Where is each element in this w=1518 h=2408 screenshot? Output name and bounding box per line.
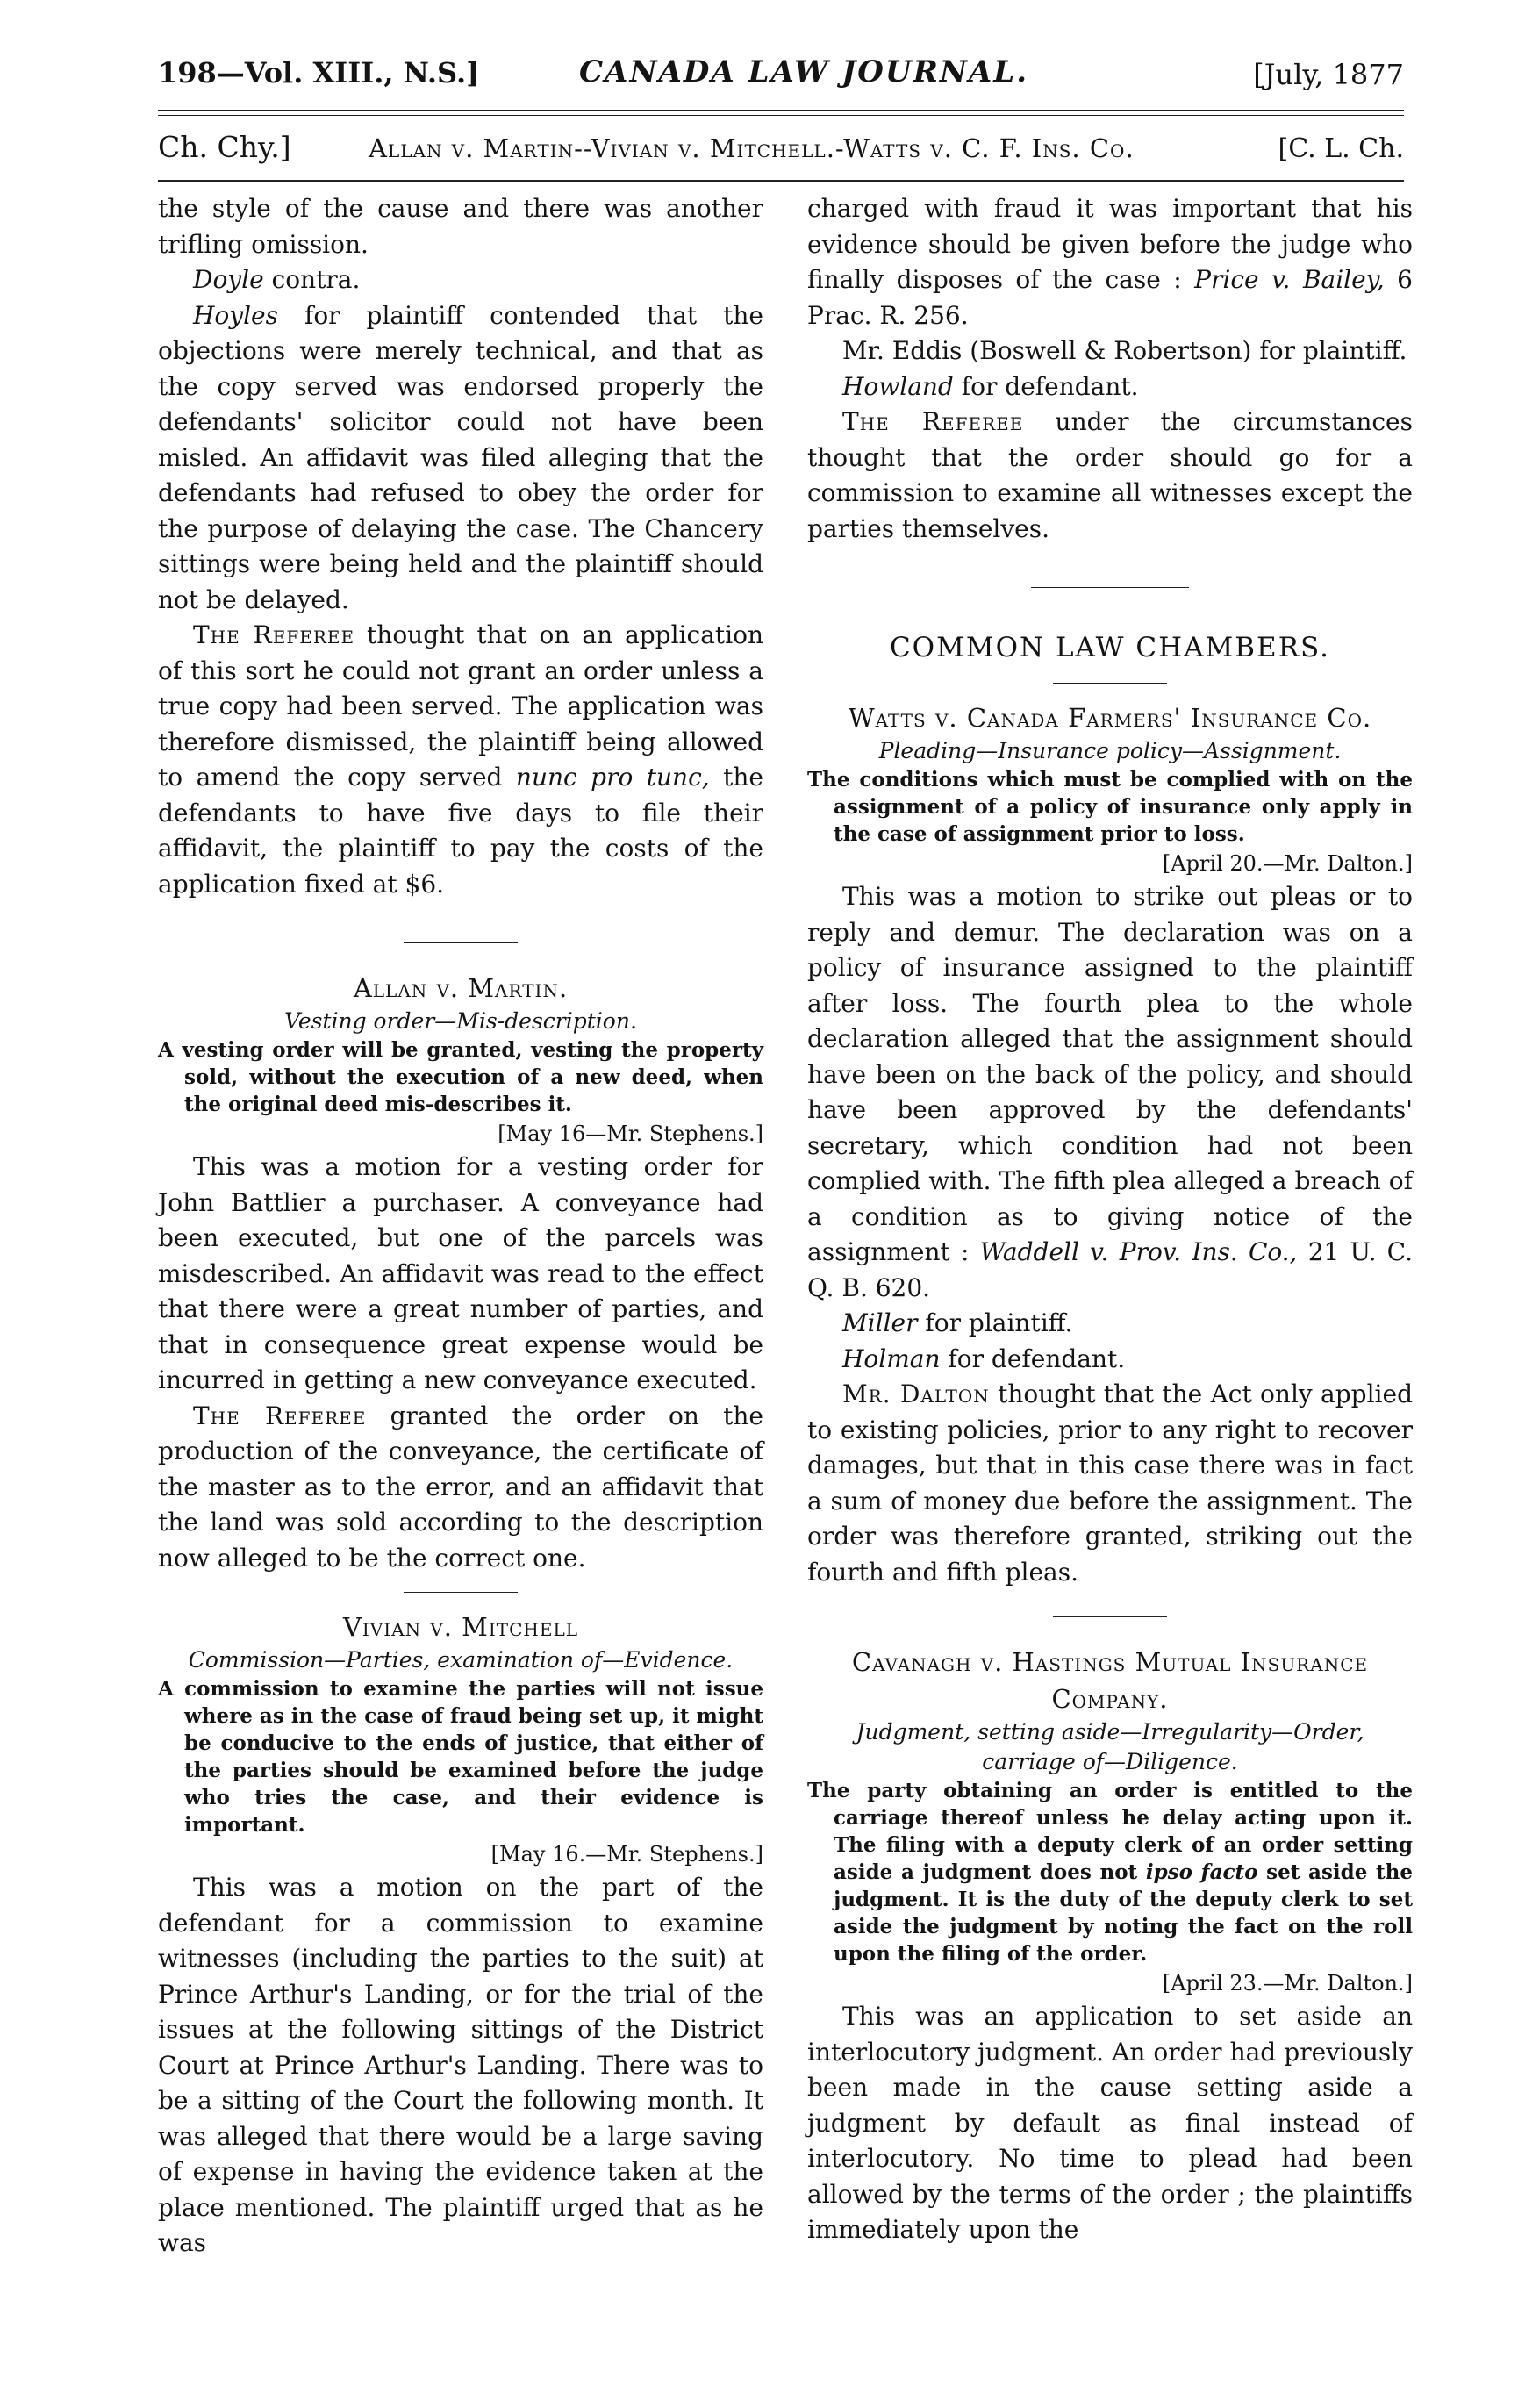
case-subtitle: Commission—Parties, examination of—Evidence. <box>188 1647 734 1673</box>
paragraph-text: granted the order on the production of the conveyance, the certificate of the master as to the error, and an affidavit that the land was sold according to the description now alleged to be the correct one. <box>158 1401 763 1573</box>
case-citation: Price v. Bailey, <box>1194 265 1385 294</box>
paragraph <box>807 879 1413 1306</box>
counsel-line <box>807 369 1413 405</box>
case-headnote: The conditions which must be complied with on the assignment of a policy of insurance only apply in the case of assignment prior to loss. <box>807 768 1413 846</box>
right-column <box>807 191 1413 2248</box>
paragraph-text: for plaintiff contended that the objections were merely technical, and that as the copy served was endorsed properly the defendants' solicitor could not have been misled. An affidavit was filed alleging that the defendants had refused to obey the order for the purpose of delaying the case. The Chancery sittings were being held and the plaintiff should not be delayed. <box>158 300 763 614</box>
court-label: Ch. Chy.] <box>158 130 291 164</box>
case-byline: [May 16.—Mr. Stephens.] <box>490 1842 763 1867</box>
paragraph-text: 6 Prac. R. 256. <box>807 265 1413 330</box>
paragraph: the style of the cause and there was another trifling omission. <box>158 194 763 259</box>
counsel-name: Miller <box>842 1308 918 1337</box>
case-watts-v-canada-farmers <box>807 699 1413 1590</box>
paragraph-text: for defendant. <box>953 371 1139 401</box>
paragraph <box>158 262 763 298</box>
headnote-text: set aside the judgment. It is the duty of the deputy clerk to set aside the judgment by noting the fact on the roll upon the filing of the order. <box>834 1860 1414 1966</box>
left-column <box>158 191 763 2261</box>
counsel-name: Hoyles <box>193 300 278 330</box>
counsel-name: Howland <box>842 371 954 401</box>
header-rule-thin <box>158 115 1404 116</box>
paragraph <box>158 618 763 902</box>
case-byline: [April 20.—Mr. Dalton.] <box>1162 851 1413 876</box>
paragraph-text: for plaintiff. <box>917 1308 1073 1337</box>
paragraph-text: for defendant. <box>940 1344 1126 1373</box>
court-label-right: [C. L. Ch. <box>1278 133 1404 164</box>
paragraph: This was a motion on the part of the defendant for a commission to examine witnesses (including the parties to the suit) at Prince Arthur's Landing, or for the trial of the issues at the following sittings of the District Court at Prince Arthur's Landing. There was to be a sitting of the Court the following month. It was alleged that there would be a large saving of expense in having the evidence taken at the place mentioned. The plaintiff urged that as he was <box>158 1873 763 2257</box>
case-title: Allan v. Martin. <box>353 973 569 1003</box>
case-headnote <box>807 1777 1413 1967</box>
referee-label: The Referee <box>193 620 355 649</box>
case-byline: [April 23.—Mr. Dalton.] <box>1162 1971 1413 1996</box>
latin-phrase: nunc pro tunc, <box>515 763 710 792</box>
paragraph <box>807 1377 1413 1590</box>
paragraph-text: thought that the Act only applied to existing policies, prior to any right to recover damages, but that in this case there was in fact a sum of money due before the assignment. The order was therefore granted, striking out the fourth and fifth pleas. <box>807 1380 1413 1587</box>
case-byline: [May 16—Mr. Stephens.] <box>498 1122 763 1146</box>
case-allan-v-martin <box>158 970 763 1576</box>
case-subheader <box>158 130 1404 176</box>
cases-list: Allan v. Martin--Vivian v. Mitchell.-Watts v. C. F. Ins. Co. <box>369 133 1135 163</box>
paragraph-text: under the circumstances thought that the order should go for a commission to examine all witnesses except the parties themselves. <box>807 407 1413 543</box>
case-citation: Waddell v. Prov. Ins. Co., <box>979 1237 1298 1266</box>
paragraph <box>807 405 1413 547</box>
case-title: Cavanagh v. Hastings Mutual Insurance Company. <box>851 1647 1369 1714</box>
latin-phrase: ipso facto <box>1145 1860 1258 1884</box>
paragraph-text: the defendants to have five days to file their affidavit, the plaintiff to pay the costs of the application fixed at $6. <box>158 763 763 899</box>
paragraph-text: This was a motion to strike out pleas or to reply and demur. The declaration was on a policy of insurance assigned to the plaintiff after loss. The fourth plea to the whole declaration alleged that the assignment should have been on the back of the policy, and should have been approved by the defendants' secretary, which condition had not been complied with. The fifth plea alleged a breach of a condition as to giving notice of the assignment : <box>807 882 1413 1266</box>
section-title: COMMON LAW CHAMBERS. <box>889 632 1331 663</box>
case-subtitle: Vesting order—Mis-description. <box>284 1008 637 1034</box>
referee-label: The Referee <box>842 407 1024 436</box>
paragraph <box>158 1399 763 1577</box>
case-vivian-v-mitchell <box>158 1609 763 2261</box>
counsel-name: Holman <box>842 1344 941 1373</box>
subheader-rule <box>158 180 1404 182</box>
paragraph: This was an application to set aside an interlocutory judgment. An order had previously been made in the cause setting aside a judgment by default as final instead of interlocutory. No time to plead had been allowed by the terms of the order ; the plaintiffs immediately upon the <box>807 2002 1413 2244</box>
headnote-text: The party obtaining an order is entitled to the carriage thereof unless he delay acting upon it. The filing with a deputy clerk of an order setting aside a judgment does not <box>807 1779 1413 1884</box>
case-headnote: A vesting order will be granted, vesting the property sold, without the execution of a new deed, when the original deed mis-describes it. <box>158 1038 763 1116</box>
paragraph-text: thought that on an application of this sort he could not grant an order unless a true copy had been served. The application was therefore dismissed, the plaintiff being allowed to amend the copy served <box>158 620 763 792</box>
case-title: Watts v. Canada Farmers' Insurance Co. <box>848 703 1372 733</box>
case-subtitle: Judgment, setting aside—Irregularity—Order, carriage of—Diligence. <box>856 1719 1364 1774</box>
referee-label: The Referee <box>193 1401 367 1430</box>
page-volume: 198—Vol. XIII., N.S.] <box>158 56 480 90</box>
header-rule <box>158 110 1404 111</box>
journal-title: CANADA LAW JOURNAL. <box>579 54 1029 90</box>
case-cavanagh-v-hastings <box>807 1644 1413 2248</box>
counsel-line: Mr. Eddis (Boswell & Robertson) for plaintiff. <box>842 336 1407 365</box>
paragraph-text: 21 U. C. Q. B. 620. <box>807 1237 1414 1302</box>
paragraph <box>807 191 1413 333</box>
issue-date: [July, 1877 <box>1253 58 1404 91</box>
paragraph-text: contra. <box>263 265 361 294</box>
case-headnote: A commission to examine the parties will not issue where as in the case of fraud being set up, it might be conducive to the ends of justice, that either of the parties should be examined before the judge who tries the case, and their evidence is important. <box>158 1677 763 1837</box>
counsel-name: Doyle <box>193 265 264 294</box>
paragraph <box>158 298 763 619</box>
judge-label: Mr. Dalton <box>842 1380 990 1408</box>
case-title: Vivian v. Mitchell <box>342 1612 579 1642</box>
running-head <box>158 51 1404 104</box>
case-subtitle: Pleading—Insurance policy—Assignment. <box>878 738 1342 763</box>
paragraph-text: charged with fraud it was important that his evidence should be given before the judge who finally disposes of the case : <box>807 194 1413 294</box>
counsel-line <box>807 1306 1413 1342</box>
counsel-line <box>807 1342 1413 1378</box>
paragraph: This was a motion for a vesting order for John Battlier a purchaser. A conveyance had been executed, but one of the parcels was misdescribed. An affidavit was read to the effect that there were a great number of parties, and that in consequence great expense would be incurred in getting a new conveyance executed. <box>158 1152 763 1394</box>
